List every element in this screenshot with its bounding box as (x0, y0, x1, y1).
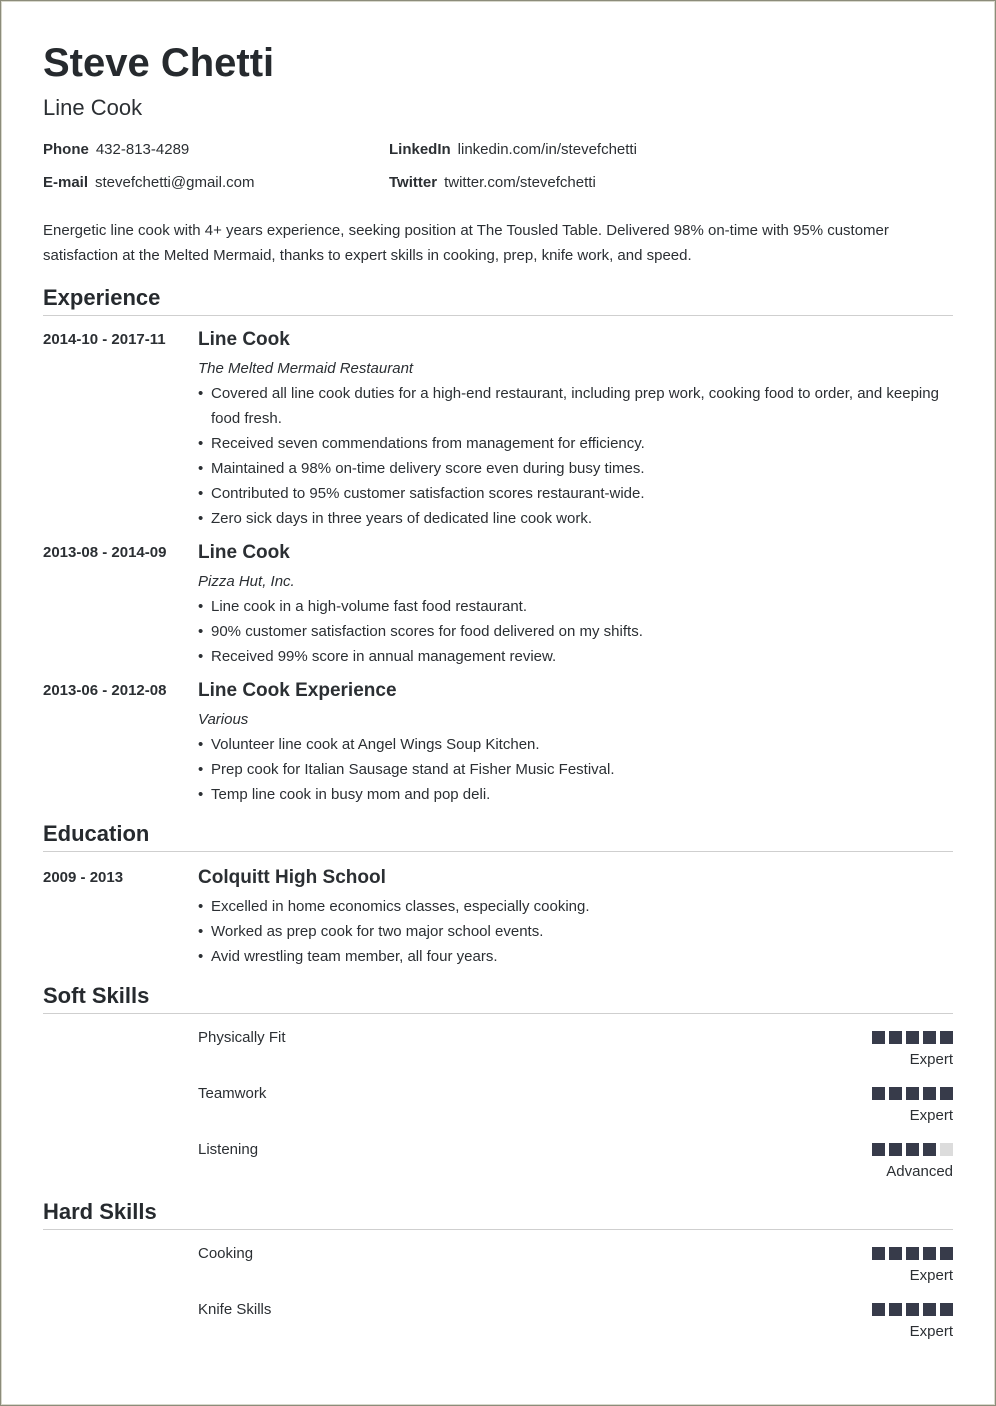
linkedin-label: LinkedIn (389, 141, 451, 158)
skill-rating (868, 1247, 953, 1260)
rating-square-filled (872, 1143, 885, 1156)
phone-value[interactable]: 432-813-4289 (95, 141, 190, 158)
rating-square-filled (906, 1303, 919, 1316)
rating-square-filled (923, 1247, 936, 1260)
phone-label: Phone (43, 141, 89, 158)
rating-square-filled (940, 1031, 953, 1044)
skill-row (43, 1140, 953, 1196)
employer: The Melted Mermaid Restaurant (198, 360, 414, 377)
skill-row (43, 1300, 953, 1356)
bullet-list (198, 732, 953, 807)
soft-skills-heading: Soft Skills (43, 982, 953, 1014)
employer: Pizza Hut, Inc. (198, 573, 295, 590)
rating-square-filled (906, 1087, 919, 1100)
skill-level: Advanced (886, 1163, 953, 1180)
skill-level: Expert (909, 1267, 953, 1284)
experience-entry (43, 679, 953, 807)
employer: Various (198, 711, 249, 728)
experience-heading: Experience (43, 284, 953, 316)
job-title: Line Cook (198, 542, 290, 563)
experience-entry (43, 541, 953, 669)
bullet-item: • Volunteer line cook at Angel Wings Soup Kitchen. (198, 732, 953, 757)
education-entry (43, 866, 953, 969)
rating-square-filled (906, 1247, 919, 1260)
rating-square-filled (923, 1087, 936, 1100)
rating-square-filled (940, 1087, 953, 1100)
rating-square-filled (889, 1031, 902, 1044)
rating-square-filled (889, 1087, 902, 1100)
hard-skills-list (43, 1244, 953, 1356)
education-dates: 2009 - 2013 (43, 869, 124, 886)
experience-entry (43, 328, 953, 531)
contact-email (43, 173, 254, 193)
rating-square-filled (906, 1031, 919, 1044)
rating-square-filled (923, 1303, 936, 1316)
job-title: Line Cook (198, 329, 290, 350)
education-heading: Education (43, 820, 953, 852)
contact-twitter (389, 173, 596, 193)
bullet-item: • Covered all line cook duties for a high-end restaurant, including prep work, cooking food to order, and keeping food fresh. (198, 381, 953, 431)
bullet-item: • Temp line cook in busy mom and pop deli. (198, 782, 953, 807)
skill-rating (868, 1143, 953, 1156)
contact-block (43, 140, 953, 206)
bullet-item: • Excelled in home economics classes, especially cooking. (198, 894, 953, 919)
bullet-list (198, 894, 953, 969)
bullet-item: • Contributed to 95% customer satisfaction scores restaurant-wide. (198, 481, 953, 506)
bullet-item: • Received seven commendations from management for efficiency. (198, 431, 953, 456)
rating-square-filled (940, 1303, 953, 1316)
rating-square-filled (923, 1031, 936, 1044)
rating-square-filled (872, 1303, 885, 1316)
rating-square-filled (872, 1031, 885, 1044)
skill-row (43, 1028, 953, 1084)
bullet-item: • Prep cook for Italian Sausage stand at Fisher Music Festival. (198, 757, 953, 782)
twitter-link[interactable]: twitter.com/stevefchetti (444, 174, 596, 191)
bullet-item: • Received 99% score in annual management review. (198, 644, 953, 669)
summary: Energetic line cook with 4+ years experience, seeking position at The Tousled Table. Delivered 98% on-time with 95% customer satisfaction at the Melted Mermaid, thanks to expert skills in cooking, prep, knife work, and speed. (43, 222, 889, 264)
experience-dates: 2014-10 - 2017-11 (43, 331, 166, 348)
rating-square-empty (940, 1143, 953, 1156)
skill-name: Listening (198, 1141, 259, 1158)
hard-skills-heading: Hard Skills (43, 1198, 953, 1230)
rating-square-filled (906, 1143, 919, 1156)
candidate-name: Steve Chetti (43, 41, 275, 85)
skill-level: Expert (909, 1323, 953, 1340)
bullet-list (198, 381, 953, 531)
skill-name: Teamwork (198, 1085, 267, 1102)
bullet-item: • Zero sick days in three years of dedicated line cook work. (198, 506, 953, 531)
skill-row (43, 1244, 953, 1300)
skill-rating (868, 1031, 953, 1044)
twitter-label: Twitter (389, 174, 438, 191)
bullet-list (198, 594, 953, 669)
contact-phone (43, 140, 189, 160)
rating-square-filled (940, 1247, 953, 1260)
skill-level: Expert (909, 1051, 953, 1068)
experience-dates: 2013-08 - 2014-09 (43, 544, 167, 561)
skill-name: Cooking (198, 1245, 254, 1262)
bullet-item: • Worked as prep cook for two major school events. (198, 919, 953, 944)
skill-rating (868, 1303, 953, 1316)
bullet-item: • 90% customer satisfaction scores for food delivered on my shifts. (198, 619, 953, 644)
bullet-item: • Line cook in a high-volume fast food restaurant. (198, 594, 953, 619)
linkedin-link[interactable]: linkedin.com/in/stevefchetti (457, 141, 637, 158)
rating-square-filled (889, 1247, 902, 1260)
skill-name: Physically Fit (198, 1029, 286, 1046)
email-label: E-mail (43, 174, 89, 191)
rating-square-filled (889, 1303, 902, 1316)
skill-row (43, 1084, 953, 1140)
bullet-item: • Avid wrestling team member, all four years. (198, 944, 953, 969)
rating-square-filled (872, 1247, 885, 1260)
contact-linkedin (389, 140, 637, 160)
experience-dates: 2013-06 - 2012-08 (43, 682, 167, 699)
school-name: Colquitt High School (198, 867, 386, 888)
rating-square-filled (872, 1087, 885, 1100)
job-title: Line Cook Experience (198, 680, 397, 701)
skill-name: Knife Skills (198, 1301, 272, 1318)
rating-square-filled (923, 1143, 936, 1156)
email-link[interactable]: stevefchetti@gmail.com (95, 174, 255, 191)
bullet-item: • Maintained a 98% on-time delivery score even during busy times. (198, 456, 953, 481)
skill-rating (868, 1087, 953, 1100)
candidate-title: Line Cook (43, 95, 143, 120)
soft-skills-list (43, 1028, 953, 1196)
skill-level: Expert (909, 1107, 953, 1124)
rating-square-filled (889, 1143, 902, 1156)
